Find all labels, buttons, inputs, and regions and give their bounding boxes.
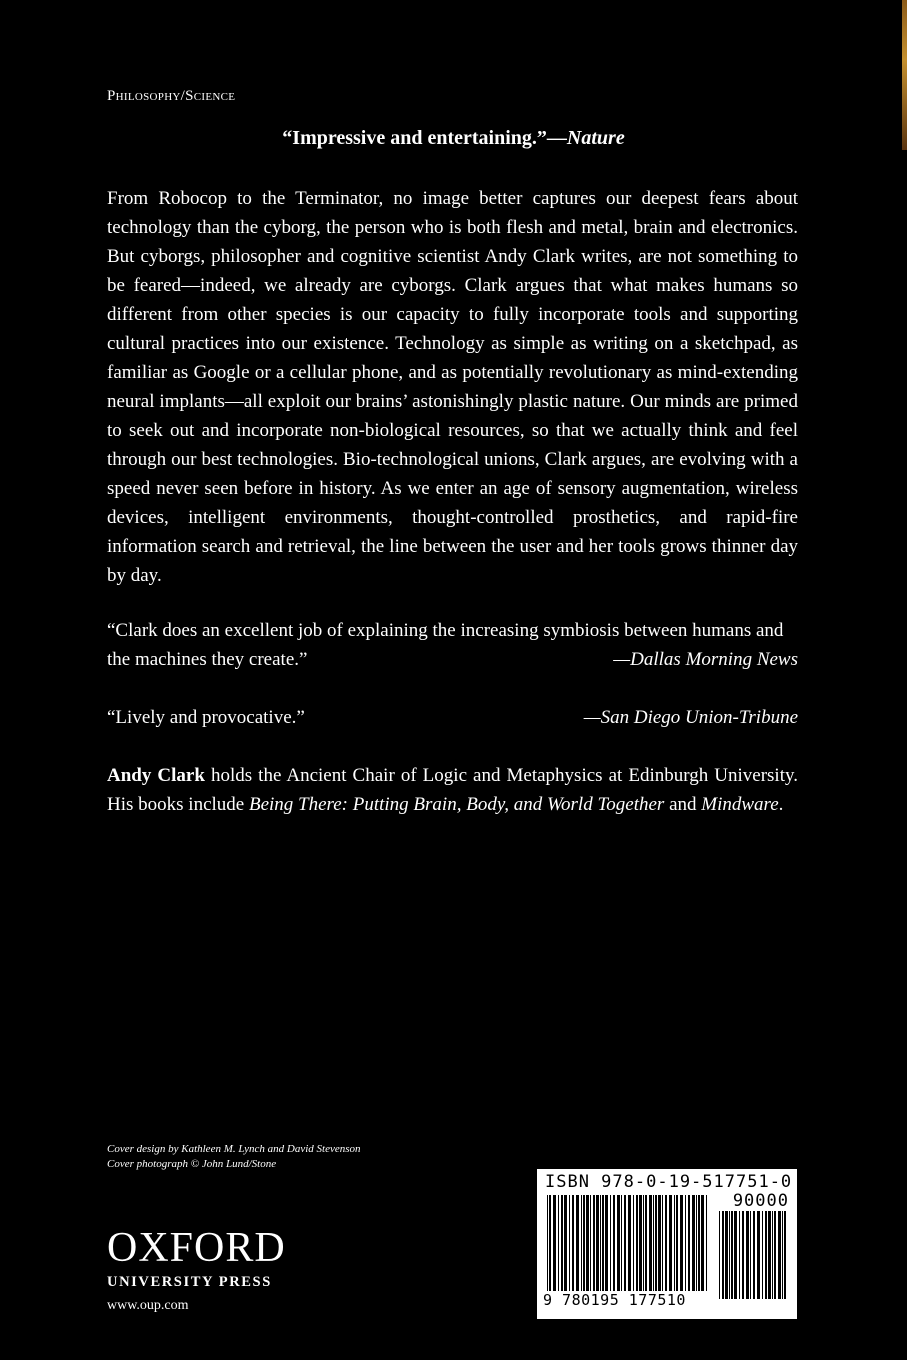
barcode-bar: [583, 1195, 585, 1299]
barcode-bar: [549, 1195, 551, 1299]
barcode-bar: [782, 1211, 783, 1299]
publisher-url: www.oup.com: [107, 1298, 189, 1313]
publisher-name: OXFORD: [107, 1225, 286, 1271]
barcode-bar: [617, 1195, 620, 1299]
category-label: Philosophy/Science: [107, 88, 236, 104]
barcode-bar: [624, 1195, 626, 1299]
barcode-bar: [762, 1211, 763, 1299]
review-san-diego: [107, 703, 798, 732]
barcode-bar: [605, 1195, 608, 1299]
review-quote: “Lively and provocative.”: [107, 707, 305, 728]
barcode-bar: [645, 1195, 647, 1299]
barcode-bar: [772, 1211, 773, 1299]
publisher-subname: UNIVERSITY PRESS: [107, 1274, 272, 1290]
barcode-bar: [731, 1211, 733, 1299]
book-description: From Robocop to the Terminator, no image better captures our deepest fears about technology than the cyborg, the person who is both flesh and metal, brain and electronics. But cyborgs, philosopher and cognitive scientist Andy Clark writes, are not something to be feared—indeed, we already are cyborgs. Clark argues that what makes humans so different from other species is our capacity to fully incorporate tools and supporting cultural practices into our existence. Technology as simple as writing on a sketchpad, as familiar as Google or a cellular phone, and as potentially revolutionary as mind-extending neural implants—all exploit our brains’ astonishingly plastic nature. Our minds are primed to seek out and incorporate non-biological resources, so that we actually think and feel through our best technologies. Bio-technological unions, Clark argues, are evolving with a speed never seen before in history. As we enter an age of sensory augmentation, wireless devices, intelligent environments, thought-controlled prosthetics, and rapid-fire information search and retrieval, the line between the user and her tools grows thinner day by day.: [107, 188, 798, 586]
barcode-bar: [610, 1195, 611, 1299]
barcode-bar: [719, 1211, 720, 1299]
review-source: —San Diego Union-Tribune: [583, 707, 798, 728]
barcode-bar: [680, 1195, 683, 1299]
barcode-bar: [734, 1211, 737, 1299]
barcode-bar: [753, 1211, 755, 1299]
barcode-bar: [778, 1211, 781, 1299]
author-name: Andy Clark: [107, 765, 205, 786]
barcode-bar: [706, 1195, 707, 1299]
barcode-bar: [636, 1195, 638, 1299]
barcode-bar: [658, 1195, 661, 1299]
barcode-bar: [590, 1195, 591, 1299]
barcode-bar: [613, 1195, 615, 1299]
barcode-bar: [701, 1195, 704, 1299]
barcode-bar: [653, 1195, 654, 1299]
review-quote: “Clark does an excellent job of explaining the increasing symbiosis between humans and the machines they create.”: [107, 620, 784, 670]
barcode-bar: [572, 1195, 574, 1299]
barcode-bar: [655, 1195, 657, 1299]
photo-credit: Cover photograph © John Lund/Stone: [107, 1158, 277, 1170]
publisher-logo: [107, 1225, 286, 1291]
barcode-bar: [602, 1195, 604, 1299]
barcode-bar: [729, 1211, 730, 1299]
barcode-bar: [586, 1195, 589, 1299]
isbn-barcode: [537, 1169, 797, 1319]
pull-quote-source: Nature: [566, 127, 625, 149]
barcode-bar: [649, 1195, 652, 1299]
cover-credits: [107, 1142, 361, 1172]
barcode-bar: [750, 1211, 751, 1299]
isbn-text: ISBN 978-0-19-517751-0: [545, 1172, 793, 1192]
barcode-bar: [561, 1195, 563, 1299]
barcode-bar: [698, 1195, 700, 1299]
barcode-bar: [774, 1211, 776, 1299]
bio-text: holds the Ancient Chair of Logic and Metaphysics at Edinburgh University. His books include: [107, 765, 798, 815]
barcode-bar: [600, 1195, 601, 1299]
barcode-bar: [725, 1211, 728, 1299]
review-dallas: [107, 616, 798, 674]
design-credit: Cover design by Kathleen M. Lynch and David Stevenson: [107, 1143, 361, 1155]
barcode-bar: [674, 1195, 675, 1299]
barcode-bar: [768, 1211, 771, 1299]
price-code: 90000: [732, 1191, 789, 1211]
barcode-bar: [628, 1195, 631, 1299]
book-title: Being There: Putting Brain, Body, and World Together: [248, 794, 665, 815]
barcode-bar: [742, 1211, 744, 1299]
barcode-bar: [596, 1195, 599, 1299]
barcode-bar: [784, 1211, 786, 1299]
author-bio: [107, 761, 798, 819]
pull-quote: [0, 127, 907, 150]
barcode-bar: [757, 1211, 760, 1299]
barcode-bars: [543, 1195, 713, 1299]
barcode-bar: [581, 1195, 582, 1299]
barcode-addon-bars: [715, 1211, 791, 1299]
barcode-bar: [765, 1211, 767, 1299]
barcode-bar: [669, 1195, 672, 1299]
barcode-bar: [696, 1195, 697, 1299]
barcode-bar: [633, 1195, 634, 1299]
barcode-digits: 9 780195 177510: [543, 1291, 713, 1309]
barcode-bar: [547, 1195, 548, 1299]
barcode-bar: [564, 1195, 567, 1299]
bio-text: .: [778, 794, 784, 815]
pull-quote-text: “Impressive and entertaining.”—: [282, 127, 567, 149]
barcode-bar: [676, 1195, 678, 1299]
barcode-bar: [665, 1195, 667, 1299]
barcode-bar: [692, 1195, 695, 1299]
book-title: Mindware: [701, 794, 779, 815]
barcode-bar: [553, 1195, 556, 1299]
barcode-bar: [558, 1195, 559, 1299]
barcode-bar: [576, 1195, 579, 1299]
barcode-bar: [685, 1195, 686, 1299]
barcode-bar: [746, 1211, 749, 1299]
barcode-bar: [569, 1195, 570, 1299]
barcode-bar: [688, 1195, 690, 1299]
barcode-bar: [639, 1195, 642, 1299]
review-source: —Dallas Morning News: [613, 649, 798, 670]
barcode-bar: [662, 1195, 663, 1299]
barcode-bar: [643, 1195, 644, 1299]
barcode-bar: [739, 1211, 740, 1299]
barcode-bar: [593, 1195, 595, 1299]
barcode-bar: [722, 1211, 724, 1299]
bio-text: and: [664, 794, 702, 815]
barcode-bar: [621, 1195, 622, 1299]
